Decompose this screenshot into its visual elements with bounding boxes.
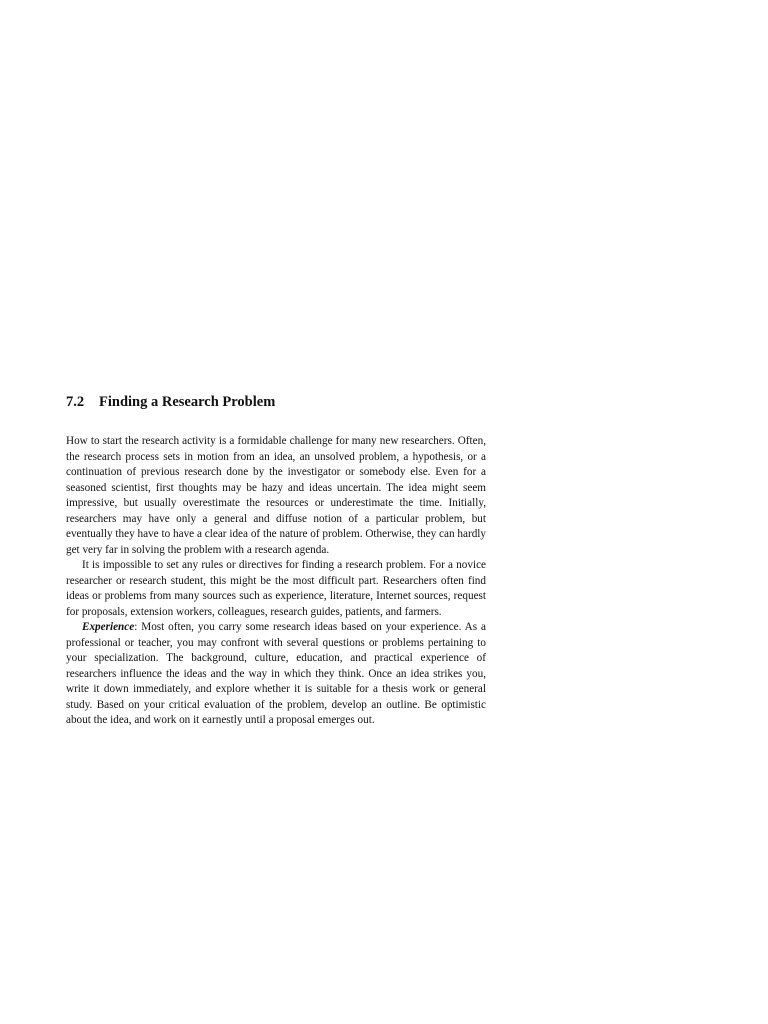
section-title: Finding a Research Problem — [99, 394, 276, 410]
paragraph-experience — [66, 620, 486, 729]
lead-term-separator: : — [134, 621, 142, 633]
paragraph-intro: How to start the research activity is a formidable challenge for many new researchers. Often, the research process sets in motion from an idea, an unsolved problem, a hypothesis, or a continuation of previous research done by the investigator or somebody else. Even for a seasoned scientist, first thoughts may be hazy and ideas uncertain. The idea might seem impressive, but usually overestimate the resources or underestimate the time. Initially, researchers may have only a general and diffuse notion of a particular problem, but eventually they have to have a clear idea of the nature of problem. Otherwise, they can hardly get very far in solving the problem with a research agenda. — [66, 435, 486, 556]
section-heading — [66, 392, 486, 412]
experience-text: Most often, you carry some research ideas based on your experience. As a professional or teacher, you may confront with several questions or problems pertaining to your specialization. The background, culture, education, and practical experience of researchers influence the ideas and the way in which they think. Once an idea strikes you, write it down immediately, and explore whether it is suitable for a thesis work or general study. Based on your critical evaluation of the problem, develop an outline. Be optimistic about the idea, and work on it earnestly until a proposal emerges out. — [66, 621, 487, 726]
section-content — [66, 392, 486, 729]
lead-term-experience: Experience — [82, 621, 135, 633]
paragraph-sources: It is impossible to set any rules or directives for finding a research problem. For a novice researcher or research student, this might be the most difficult part. Researchers often find ideas or problems from many sources such as experience, literature, Internet sources, request for proposals, extension workers, colleagues, research guides, patients, and farmers. — [66, 559, 486, 618]
section-number: 7.2 — [66, 394, 85, 410]
